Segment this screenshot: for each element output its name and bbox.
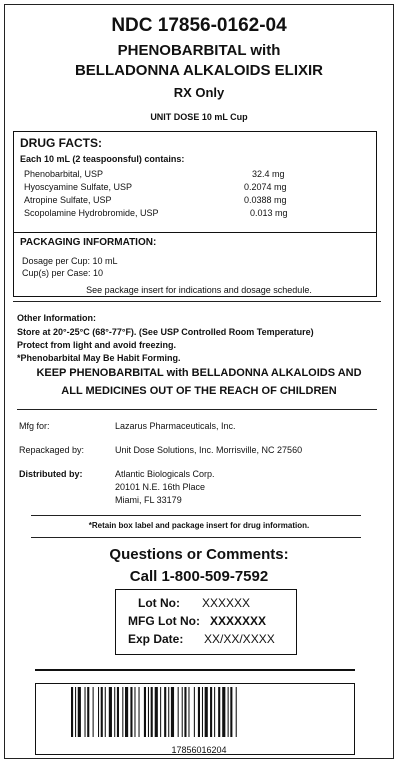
lot-label: Lot No: — [138, 596, 180, 610]
retain-note: *Retain box label and package insert for drug information. — [88, 521, 310, 530]
cups-per-case: Cup(s) per Case: 10 — [22, 268, 104, 278]
ingredient-name: Scopolamine Hydrobromide, USP — [24, 208, 159, 218]
drug-facts-box — [13, 131, 377, 297]
habit-warning: *Phenobarbital May Be Habit Forming. — [17, 353, 181, 363]
ingredient-amount: 0.0388 mg — [244, 195, 287, 205]
protect-text: Protect from light and avoid freezing. — [17, 340, 177, 350]
mfg-label: Mfg for: — [19, 421, 50, 431]
see-insert-note: See package insert for indications and dosage schedule. — [86, 285, 312, 295]
rx-only: RX Only — [173, 85, 225, 100]
ingredient-name: Hyoscyamine Sulfate, USP — [24, 182, 133, 192]
divider — [31, 515, 361, 516]
divider — [17, 409, 377, 410]
mfg-lot-value: XXXXXXX — [210, 614, 267, 628]
drug-label — [4, 4, 394, 759]
barcode-number: 17856016204 — [171, 745, 227, 755]
facts-divider — [14, 232, 376, 233]
exp-date-value: XX/XX/XXXX — [204, 632, 275, 646]
distributor-label: Distributed by: — [19, 469, 83, 479]
drug-facts-title: DRUG FACTS: — [20, 136, 102, 150]
contains-line: Each 10 mL (2 teaspoonsful) contains: — [20, 154, 185, 164]
repack-label: Repackaged by: — [19, 445, 85, 455]
distributor-street: 20101 N.E. 16th Place — [115, 482, 206, 492]
keep-warning-line2: ALL MEDICINES OUT OF THE REACH OF CHILDREN — [61, 385, 337, 397]
lot-value: XXXXXX — [202, 596, 251, 610]
distributor-city: Miami, FL 33179 — [115, 495, 182, 505]
ingredient-name: Atropine Sulfate, USP — [24, 195, 112, 205]
dosage-per-cup: Dosage per Cup: 10 mL — [22, 256, 118, 266]
ingredient-amount: 0.013 mg — [250, 208, 288, 218]
other-info-title: Other Information: — [17, 313, 96, 323]
unit-dose: UNIT DOSE 10 mL Cup — [150, 112, 248, 122]
product-name-line2: BELLADONNA ALKALOIDS ELIXIR — [74, 62, 324, 79]
phone-number: Call 1-800-509-7592 — [129, 568, 269, 585]
ingredient-name: Phenobarbital, USP — [24, 169, 104, 179]
packaging-title: PACKAGING INFORMATION: — [20, 237, 157, 248]
lot-info-box — [115, 589, 297, 655]
product-name-line1: PHENOBARBITAL with — [117, 42, 281, 59]
ingredient-amount: 0.2074 mg — [244, 182, 287, 192]
thick-divider — [35, 669, 355, 671]
repack-value: Unit Dose Solutions, Inc. Morrisville, NC 27560 — [115, 445, 303, 455]
divider — [31, 537, 361, 538]
keep-warning-line1: KEEP PHENOBARBITAL with BELLADONNA ALKALOIDS AND — [36, 367, 362, 379]
mfg-lot-label: MFG Lot No: — [128, 614, 200, 628]
storage-text: Store at 20°-25°C (68°-77°F). (See USP Controlled Room Temperature) — [17, 327, 314, 337]
ingredient-amount: 32.4 mg — [252, 169, 285, 179]
distributor-name: Atlantic Biologicals Corp. — [115, 469, 215, 479]
questions-heading: Questions or Comments: — [109, 546, 289, 563]
mfg-value: Lazarus Pharmaceuticals, Inc. — [115, 421, 236, 431]
divider — [13, 301, 381, 302]
exp-date-label: Exp Date: — [128, 632, 184, 646]
barcode-icon — [69, 687, 315, 737]
ndc-number: NDC 17856-0162-04 — [111, 15, 287, 36]
